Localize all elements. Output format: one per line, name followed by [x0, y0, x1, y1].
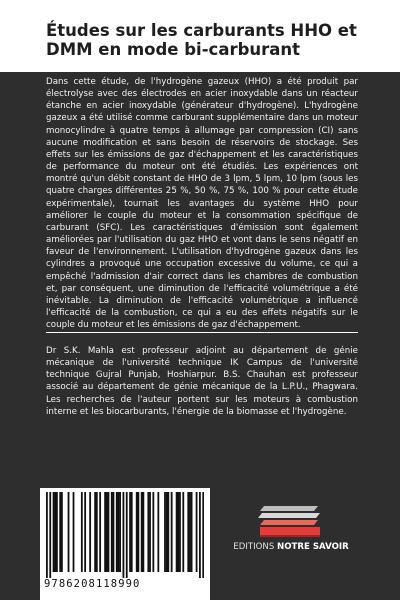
- barcode-bar: [94, 492, 96, 572]
- barcode-bar: [137, 492, 139, 572]
- barcode-bar: [152, 492, 154, 572]
- barcode-bar: [81, 492, 83, 572]
- barcode-bar: [149, 492, 151, 572]
- barcode-bar: [167, 492, 169, 572]
- barcode-bar: [129, 492, 131, 572]
- publisher-name: [232, 542, 350, 552]
- barcode-bar: [131, 492, 133, 572]
- barcode-bar: [119, 492, 121, 572]
- barcode-bar: [147, 492, 149, 572]
- barcode-bar: [179, 492, 181, 572]
- section-divider: [46, 332, 358, 333]
- barcode-bar: [171, 492, 173, 572]
- author-biography: Dr S.K. Mahla est professeur adjoint au département de génie mécanique de l'université technique IK Campus de l'université technique Gujral Punjab, Hoshiarpur. B.S. Chauhan est professeur associé au département de génie mécanique de la L.P.U., Phagwara. Les recherches de l'auteur portent sur les moteurs à combustion interne et les biocarburants, l'énergie de la biomasse et l'hydrogène.: [46, 346, 358, 417]
- barcode-bar: [182, 492, 184, 572]
- barcode-bar: [202, 492, 204, 578]
- publisher-brand: NOTRE SAVOIR: [277, 542, 349, 552]
- stacked-books-logo-icon: [258, 502, 324, 538]
- barcode-bar: [189, 492, 191, 572]
- barcode-bar: [59, 492, 61, 572]
- barcode-bar: [46, 492, 48, 578]
- barcode-bar: [118, 492, 120, 572]
- barcode-bar: [61, 492, 63, 572]
- barcode-bar: [164, 492, 166, 572]
- barcode-bar: [196, 492, 198, 572]
- barcode-bar: [126, 492, 128, 578]
- barcode-bar: [113, 492, 115, 572]
- barcode-bar: [141, 492, 143, 572]
- barcode-bar: [73, 492, 75, 572]
- barcode-bar: [96, 492, 98, 572]
- barcode-bar: [116, 492, 118, 572]
- barcode-bar: [166, 492, 168, 572]
- barcode-bar: [123, 492, 125, 578]
- book-title: Études sur les carburants HHO et DMM en mode bi-carburant: [46, 21, 357, 59]
- barcode-bar: [157, 492, 159, 572]
- barcode-bar: [99, 492, 101, 572]
- barcode-bar: [177, 492, 179, 572]
- barcode-bar: [176, 492, 178, 572]
- barcode-bar: [68, 492, 70, 572]
- barcode-bar: [53, 492, 55, 572]
- isbn-barcode: [40, 488, 210, 600]
- barcode-bar: [106, 492, 108, 572]
- book-abstract: Dans cette étude, de l'hydrogène gazeux (HHO) a été produit par électrolyse avec des électrodes en acier inoxydable dans un réacteur étanche en acier inoxydable (générateur d'hydrogène). L'hydrogène gazeux a été utilisé comme carburant supplémentaire dans un moteur monocylindre à quatre temps à allumage par compression (CI) sans aucune modification et sans besoin de réservoirs de stockage. Ses effets sur les émissions de gaz d'échappement et les caractéristiques de performance du moteur ont été étudiés. Les expériences ont montré qu'un débit constant de HHO de 3 lpm, 5 lpm, 10 lpm (sous les quatre charges différentes 25 %, 50 %, 75 %, 100 % pour cette étude expérimentale), tournait les avantages du système HHO pour améliorer le couple du moteur et la consommation spécifique de carburant (SFC). Les caractéristiques d'émission sont également améliorées par l'utilisation du gaz HHO et vont dans le sens négatif en faveur de l'environnement. L'utilisation d'hydrogène gazeux dans les cylindres a provoqué une occupation excessive du volume, ce qui a empêché l'admission d'air correct dans les chambres de combustion et, par conséquent, une diminution de l'efficacité volumétrique a été inévitable. La diminution de l'efficacité volumétrique a influencé l'efficacité de la combustion, ce qui a eu des effets négatifs sur le couple du moteur et les émissions de gaz d'échappement.: [46, 77, 358, 331]
- barcode-bar: [84, 492, 86, 572]
- barcode-bar: [104, 492, 106, 572]
- isbn-digits: 9786208118990: [44, 578, 141, 590]
- barcode-bar: [142, 492, 144, 572]
- barcode-bar: [199, 492, 201, 578]
- barcode-bar: [191, 492, 193, 572]
- publisher-prefix: EDITIONS: [233, 542, 275, 552]
- barcode-bar: [187, 492, 189, 572]
- barcode-bars: [46, 492, 204, 578]
- barcode-bar: [111, 492, 113, 572]
- barcode-bar: [89, 492, 91, 572]
- barcode-bar: [56, 492, 58, 572]
- barcode-bar: [108, 492, 110, 572]
- barcode-bar: [136, 492, 138, 572]
- barcode-bar: [54, 492, 56, 572]
- barcode-bar: [49, 492, 51, 578]
